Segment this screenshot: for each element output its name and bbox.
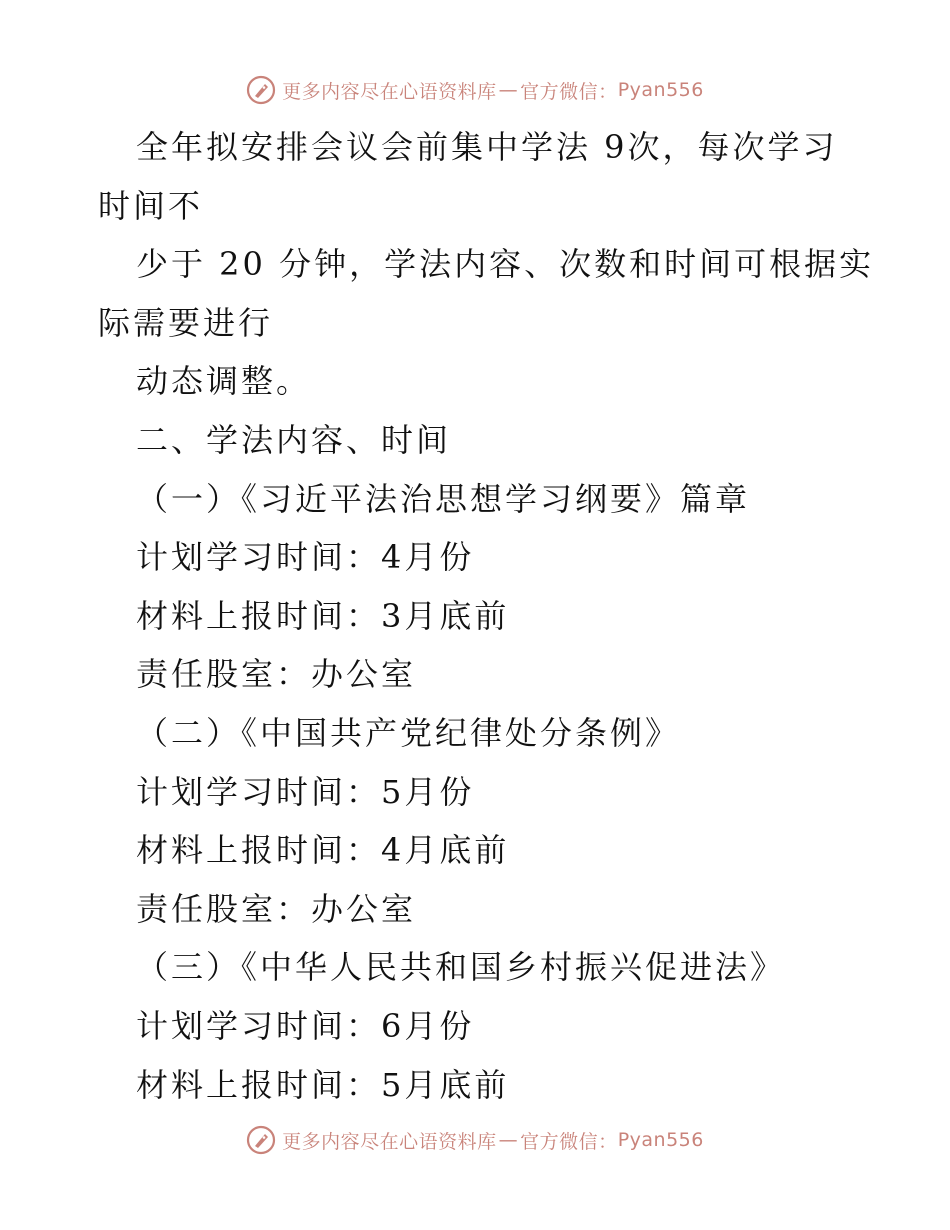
text-line: 全年拟安排会议会前集中学法 9次，每次学习	[136, 128, 838, 166]
text-line: 责任股室：办公室	[136, 889, 417, 928]
text-line: 责任股室：办公室	[136, 655, 417, 694]
pen-nib-logo-icon	[246, 1125, 276, 1155]
watermark-official-label: 官方微信：	[520, 1130, 618, 1153]
document-body	[0, 118, 950, 1114]
text-line: 际需要进行	[98, 303, 274, 342]
text-line: 材料上报时间：5月底前	[136, 1065, 510, 1104]
watermark-separator: —	[498, 79, 519, 101]
text-line: 材料上报时间：4月底前	[136, 831, 510, 870]
pen-nib-logo-icon	[246, 75, 276, 105]
footer-watermark	[0, 1120, 950, 1160]
text-line: 计划学习时间：6月份	[136, 1006, 475, 1045]
text-line: 时间不	[98, 186, 204, 225]
subsection-heading: （二）《中国共产党纪律处分条例》	[136, 713, 681, 752]
watermark-main-text: 更多内容尽在心语资料库	[282, 80, 497, 103]
watermark-wechat-id: Pyan556	[617, 79, 704, 101]
section-heading: 二、学法内容、时间	[136, 420, 452, 459]
text-line: 计划学习时间：4月份	[136, 538, 475, 577]
text-line: 少于 20 分钟，学法内容、次数和时间可根据实	[136, 245, 875, 284]
text-line: 动态调整。	[136, 362, 312, 401]
watermark-main-text: 更多内容尽在心语资料库	[282, 1130, 497, 1153]
text-line: 材料上报时间：3月底前	[136, 596, 510, 635]
watermark-wechat-id: Pyan556	[617, 1129, 704, 1151]
subsection-heading: （一）《习近平法治思想学习纲要》篇章	[136, 479, 751, 518]
watermark-separator: —	[498, 1129, 519, 1151]
subsection-heading: （三）《中华人民共和国乡村振兴促进法》	[136, 948, 786, 987]
watermark-official-label: 官方微信：	[520, 80, 618, 103]
text-line: 计划学习时间：5月份	[136, 772, 475, 811]
header-watermark	[0, 70, 950, 110]
